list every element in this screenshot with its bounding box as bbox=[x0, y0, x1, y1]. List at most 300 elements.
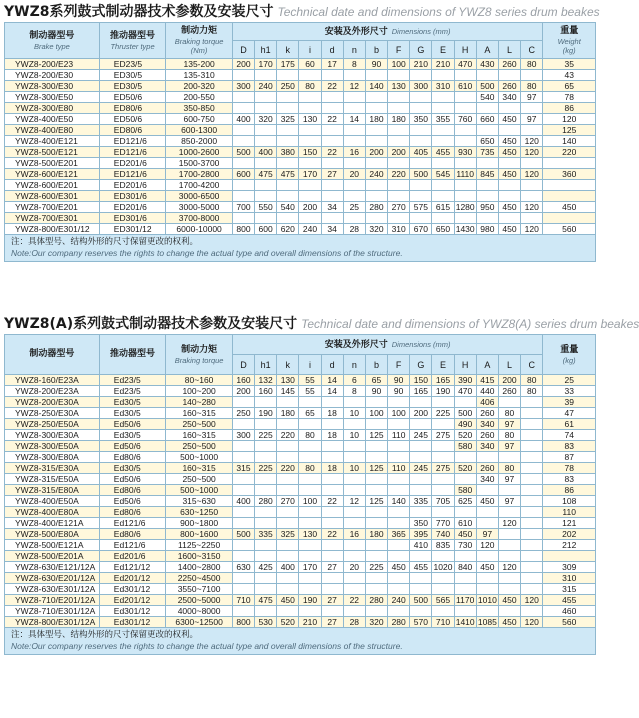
dimension-cell: 10 bbox=[343, 463, 365, 474]
braking-torque-cell: 80~160 bbox=[166, 375, 233, 386]
dimension-cell: 220 bbox=[277, 430, 299, 441]
dimension-cell bbox=[299, 474, 321, 485]
dimension-cell: 220 bbox=[388, 169, 410, 180]
braking-torque-cell: 100~200 bbox=[166, 386, 233, 397]
dimension-cell bbox=[498, 551, 520, 562]
dimension-cell bbox=[365, 606, 387, 617]
dimension-cell bbox=[454, 606, 476, 617]
dimension-cell bbox=[454, 474, 476, 485]
dimension-cell: 170 bbox=[299, 562, 321, 573]
dimension-cell bbox=[521, 551, 543, 562]
dimension-cell: 27 bbox=[321, 562, 343, 573]
dimension-cell: 500 bbox=[410, 169, 432, 180]
dimension-cell bbox=[498, 103, 520, 114]
dimension-cell bbox=[255, 518, 277, 529]
brake-type-cell: YWZ8-800/E301/12A bbox=[5, 617, 100, 628]
thruster-type-header: 推动器型号 Thruster type bbox=[99, 23, 166, 59]
dimension-cell: 570 bbox=[410, 617, 432, 628]
dimension-cell bbox=[365, 452, 387, 463]
dimension-cell: 520 bbox=[454, 430, 476, 441]
braking-torque-cell: 900~1800 bbox=[166, 518, 233, 529]
table-row bbox=[5, 518, 596, 529]
dimension-cell bbox=[410, 606, 432, 617]
dimension-cell: 34 bbox=[321, 202, 343, 213]
dimension-cell: 1430 bbox=[455, 224, 475, 234]
braking-torque-cell: 135-200 bbox=[166, 59, 233, 70]
dimension-cell: 34 bbox=[321, 224, 343, 235]
dimension-cell bbox=[255, 606, 277, 617]
dimension-cell bbox=[365, 92, 387, 103]
dimension-cell bbox=[232, 70, 254, 81]
dimension-cell: 355 bbox=[432, 114, 454, 125]
dim-col-header: E bbox=[432, 41, 454, 59]
dimension-cell: 800 bbox=[232, 224, 254, 235]
thruster-type-cell: ED301/6 bbox=[99, 213, 166, 224]
dimension-cell bbox=[432, 485, 454, 496]
dimension-cell: 80 bbox=[498, 430, 520, 441]
table-row bbox=[5, 408, 596, 419]
dimension-cell bbox=[388, 474, 410, 485]
dimension-cell bbox=[521, 408, 543, 419]
dimension-cell: 580 bbox=[454, 441, 476, 452]
dimension-cell: 450 bbox=[498, 114, 520, 125]
table-row bbox=[5, 191, 596, 202]
dimension-cell bbox=[232, 452, 254, 463]
dimension-cell: 450 bbox=[454, 529, 476, 540]
dimension-cell: 400 bbox=[255, 147, 277, 158]
dimension-cell bbox=[432, 441, 454, 452]
dimension-cell bbox=[232, 551, 254, 562]
dimension-cell: 240 bbox=[365, 169, 387, 180]
brake-type-cell: YWZ8-710/E201/12A bbox=[5, 595, 100, 606]
dimension-cell bbox=[255, 419, 277, 430]
dimension-cell: 22 bbox=[321, 114, 343, 125]
dimension-cell bbox=[365, 419, 387, 430]
ywz8-title-en: Technical date and dimensions of YWZ8 series drum beakes bbox=[277, 5, 600, 19]
dimension-cell: 450 bbox=[498, 224, 520, 235]
ywz8a-note-en: Note:Our company reserves the rights to change the actual type and overall dimensions of the structure. bbox=[11, 641, 403, 651]
brake-type-cell: YWZ8-500/E121 bbox=[5, 147, 100, 158]
dimension-cell: 600 bbox=[232, 169, 254, 180]
dimension-cell: 27 bbox=[321, 617, 343, 628]
dimension-cell: 325 bbox=[277, 114, 299, 125]
dimension-cell bbox=[365, 158, 387, 169]
thruster-type-cell: Ed80/6 bbox=[99, 452, 166, 463]
thruster-type-cell: Ed50/6 bbox=[99, 419, 166, 430]
dim-col-header: H bbox=[454, 41, 476, 59]
braking-torque-cell: 350-850 bbox=[166, 103, 233, 114]
dimension-cell bbox=[476, 158, 498, 169]
dimension-cell: 1170 bbox=[456, 595, 475, 605]
dimension-cell: 250 bbox=[232, 408, 254, 419]
dimension-cell bbox=[343, 452, 365, 463]
dimension-cell: 845 bbox=[476, 169, 498, 180]
dimension-cell bbox=[232, 419, 254, 430]
dimension-cell: 840 bbox=[454, 562, 476, 573]
dimension-cell bbox=[343, 441, 365, 452]
table-row bbox=[5, 595, 596, 606]
dimension-cell bbox=[321, 584, 343, 595]
dim-col-header: D bbox=[232, 355, 254, 375]
dimension-cell: 660 bbox=[476, 114, 498, 125]
dimension-cell bbox=[454, 92, 476, 103]
dimension-cell bbox=[521, 419, 543, 430]
dimension-cell: 650 bbox=[476, 136, 498, 147]
dimension-cell: 260 bbox=[476, 463, 498, 474]
weight-cell: 35 bbox=[543, 59, 596, 70]
dimension-cell: 450 bbox=[476, 562, 498, 573]
thruster-type-cell: Ed30/5 bbox=[99, 408, 166, 419]
weight-cell: 110 bbox=[543, 507, 596, 518]
dimension-cell bbox=[365, 474, 387, 485]
dim-col-header: i bbox=[299, 41, 321, 59]
dimension-cell bbox=[232, 474, 254, 485]
dimension-cell bbox=[232, 213, 254, 224]
dimension-cell bbox=[521, 213, 543, 224]
thruster-type-cell: Ed121/6 bbox=[99, 540, 166, 551]
weight-cell: 39 bbox=[543, 397, 596, 408]
dimension-cell: 130 bbox=[299, 529, 321, 540]
dimension-cell bbox=[521, 540, 543, 551]
dimension-cell bbox=[299, 158, 321, 169]
dimension-cell: 600 bbox=[255, 224, 277, 235]
dimension-cell: 425 bbox=[255, 562, 277, 573]
dimension-cell: 125 bbox=[365, 430, 387, 441]
dimension-cell bbox=[388, 180, 410, 191]
dimension-cell: 200 bbox=[232, 59, 254, 70]
brake-type-cell: YWZ8-300/E30 bbox=[5, 81, 100, 92]
dimension-cell: 80 bbox=[299, 81, 321, 92]
brake-type-cell: YWZ8-400/E121 bbox=[5, 136, 100, 147]
brake-type-cell: YWZ8-315/E30A bbox=[5, 463, 100, 474]
table-row bbox=[5, 125, 596, 136]
dimension-cell bbox=[299, 441, 321, 452]
brake-type-cell: YWZ8-300/E80 bbox=[5, 103, 100, 114]
dimension-cell: 400 bbox=[277, 562, 299, 573]
dimension-cell bbox=[299, 606, 321, 617]
dimension-cell bbox=[299, 191, 321, 202]
weight-cell: 86 bbox=[543, 485, 596, 496]
weight-cell bbox=[543, 180, 596, 191]
braking-torque-cell: 2250~4500 bbox=[166, 573, 233, 584]
dimension-cell: 250 bbox=[277, 81, 299, 92]
dimension-cell bbox=[432, 573, 454, 584]
dimension-cell: 22 bbox=[321, 529, 343, 540]
dimension-cell: 225 bbox=[255, 430, 277, 441]
dimension-cell: 200 bbox=[498, 375, 520, 386]
dimension-cell bbox=[321, 92, 343, 103]
dimension-cell bbox=[299, 551, 321, 562]
dimension-cell: 730 bbox=[454, 540, 476, 551]
dimension-cell: 310 bbox=[432, 81, 454, 92]
weight-cell bbox=[543, 213, 596, 224]
dimension-cell bbox=[343, 191, 365, 202]
dimension-cell: 450 bbox=[476, 496, 498, 507]
dimension-cell bbox=[365, 485, 387, 496]
table-row bbox=[5, 70, 596, 81]
dimension-cell bbox=[232, 158, 254, 169]
dim-col-header: G bbox=[410, 41, 432, 59]
brake-type-cell: YWZ8-200/E23 bbox=[5, 59, 100, 70]
table-row bbox=[5, 224, 596, 235]
dimension-cell: 190 bbox=[255, 408, 277, 419]
table-row bbox=[5, 92, 596, 103]
dimension-cell: 80 bbox=[299, 430, 321, 441]
dimension-cell bbox=[299, 485, 321, 496]
dimension-cell: 100 bbox=[299, 496, 321, 507]
dimension-cell bbox=[299, 397, 321, 408]
dimension-cell bbox=[410, 397, 432, 408]
weight-cell: 87 bbox=[543, 452, 596, 463]
dimension-cell bbox=[454, 125, 476, 136]
dimension-cell bbox=[498, 213, 520, 224]
dimension-cell: 97 bbox=[476, 529, 498, 540]
dimension-cell: 530 bbox=[255, 617, 277, 628]
dimension-cell bbox=[232, 485, 254, 496]
dimension-cell bbox=[277, 419, 299, 430]
dim-col-header: A bbox=[476, 41, 498, 59]
dimension-cell: 80 bbox=[498, 408, 520, 419]
dim-col-header: C bbox=[521, 41, 543, 59]
dim-col-header: F bbox=[388, 41, 410, 59]
dimension-cell: 130 bbox=[299, 114, 321, 125]
weight-cell: 61 bbox=[543, 419, 596, 430]
dimension-cell: 300 bbox=[232, 81, 254, 92]
dimension-cell bbox=[232, 180, 254, 191]
dimension-cell bbox=[454, 573, 476, 584]
dimensions-header: 安装及外形尺寸 Dimensions (mm) bbox=[232, 335, 543, 355]
dimension-cell: 22 bbox=[321, 496, 343, 507]
dimension-cell: 500 bbox=[232, 529, 254, 540]
thruster-type-cell: ED50/6 bbox=[99, 114, 166, 125]
ywz8-section bbox=[4, 2, 600, 262]
ywz8-spec-table bbox=[4, 22, 596, 235]
dimension-cell: 500 bbox=[232, 147, 254, 158]
weight-cell: 25 bbox=[543, 375, 596, 386]
dimension-cell: 280 bbox=[255, 496, 277, 507]
brake-type-cell: YWZ8-200/E23A bbox=[5, 386, 100, 397]
dimension-cell bbox=[299, 92, 321, 103]
thruster-type-cell: Ed121/12 bbox=[99, 562, 166, 573]
braking-torque-cell: 135-310 bbox=[166, 70, 233, 81]
dimension-cell: 315 bbox=[232, 463, 254, 474]
dimension-cell: 100 bbox=[365, 408, 387, 419]
dimension-cell: 280 bbox=[365, 202, 387, 213]
weight-cell: 460 bbox=[543, 606, 596, 617]
dimension-cell: 97 bbox=[498, 441, 520, 452]
dimension-cell bbox=[476, 573, 498, 584]
dimension-cell: 270 bbox=[277, 496, 299, 507]
dimension-cell bbox=[343, 507, 365, 518]
ywz8a-title-cn: YWZ8(A)系列鼓式制动器技术参数及安装尺寸 bbox=[4, 316, 298, 332]
brake-type-cell: YWZ8-315/E80A bbox=[5, 485, 100, 496]
dimension-cell bbox=[232, 191, 254, 202]
dimension-cell: 520 bbox=[454, 463, 476, 474]
dimension-cell: 340 bbox=[476, 419, 498, 430]
dimension-cell bbox=[410, 485, 432, 496]
braking-torque-cell: 2500~5000 bbox=[166, 595, 233, 606]
dimension-cell: 380 bbox=[277, 147, 299, 158]
table-row bbox=[5, 573, 596, 584]
table-row bbox=[5, 114, 596, 125]
dimension-cell: 28 bbox=[343, 617, 365, 628]
dimension-cell: 835 bbox=[432, 540, 454, 551]
dimension-cell: 410 bbox=[410, 540, 432, 551]
dimension-cell: 320 bbox=[365, 224, 387, 235]
dimension-cell: 650 bbox=[432, 224, 454, 235]
dimension-cell: 190 bbox=[432, 386, 454, 397]
braking-torque-cell: 315~630 bbox=[166, 496, 233, 507]
braking-torque-cell: 1700-4200 bbox=[166, 180, 233, 191]
braking-torque-cell: 630~1250 bbox=[166, 507, 233, 518]
dimension-cell: 610 bbox=[454, 81, 476, 92]
dimension-cell: 580 bbox=[454, 485, 476, 496]
dimension-cell bbox=[277, 540, 299, 551]
dimension-cell bbox=[365, 540, 387, 551]
braking-torque-cell: 3550~7100 bbox=[166, 584, 233, 595]
dimension-cell: 97 bbox=[498, 496, 520, 507]
dimension-cell bbox=[388, 452, 410, 463]
table-row bbox=[5, 147, 596, 158]
ywz8a-section bbox=[4, 314, 639, 655]
dimension-cell: 150 bbox=[299, 147, 321, 158]
dimension-cell bbox=[521, 485, 543, 496]
dimension-cell bbox=[299, 125, 321, 136]
dimension-cell bbox=[476, 551, 498, 562]
dimension-cell bbox=[521, 70, 543, 81]
dimension-cell: 22 bbox=[343, 595, 365, 606]
dimension-cell bbox=[321, 573, 343, 584]
braking-torque-cell: 3000-5000 bbox=[166, 202, 233, 213]
dimension-cell bbox=[232, 507, 254, 518]
dimension-cell: 120 bbox=[521, 169, 543, 180]
dimension-cell: 120 bbox=[521, 202, 543, 213]
brake-type-cell: YWZ8-400/E121A bbox=[5, 518, 100, 529]
dimension-cell bbox=[277, 485, 299, 496]
braking-torque-cell: 1700-2800 bbox=[166, 169, 233, 180]
dimension-cell bbox=[343, 573, 365, 584]
braking-torque-cell: 6300~12500 bbox=[166, 617, 233, 628]
brake-type-cell: YWZ8-300/E80A bbox=[5, 452, 100, 463]
dimension-cell bbox=[410, 452, 432, 463]
dimension-cell bbox=[432, 70, 454, 81]
table-row bbox=[5, 540, 596, 551]
dimension-cell bbox=[521, 463, 543, 474]
dimension-cell: 110 bbox=[388, 463, 410, 474]
weight-cell: 315 bbox=[543, 584, 596, 595]
dim-col-header: n bbox=[343, 355, 365, 375]
dimension-cell: 740 bbox=[432, 529, 454, 540]
dimension-cell: 475 bbox=[255, 169, 277, 180]
dimension-cell: 260 bbox=[476, 430, 498, 441]
dimension-cell bbox=[321, 70, 343, 81]
dimension-cell bbox=[277, 397, 299, 408]
dimension-cell: 565 bbox=[432, 595, 454, 606]
table-row bbox=[5, 584, 596, 595]
dimension-cell: 260 bbox=[498, 81, 520, 92]
dimension-cell: 97 bbox=[498, 474, 520, 485]
dimension-cell bbox=[521, 562, 543, 573]
dimension-cell bbox=[277, 441, 299, 452]
dimension-cell bbox=[410, 92, 432, 103]
weight-cell bbox=[543, 158, 596, 169]
braking-torque-cell: 160~315 bbox=[166, 408, 233, 419]
dimension-cell: 175 bbox=[277, 59, 299, 70]
dimension-cell bbox=[255, 180, 277, 191]
dim-col-header: F bbox=[388, 355, 410, 375]
dimension-cell bbox=[365, 125, 387, 136]
dimension-cell: 500 bbox=[476, 81, 498, 92]
braking-torque-cell: 140~280 bbox=[166, 397, 233, 408]
dimension-cell: 190 bbox=[299, 595, 321, 606]
dimension-cell bbox=[343, 419, 365, 430]
table-row bbox=[5, 441, 596, 452]
dimension-cell bbox=[521, 430, 543, 441]
dimension-cell: 27 bbox=[321, 595, 343, 606]
dimension-cell: 550 bbox=[255, 202, 277, 213]
table-row bbox=[5, 158, 596, 169]
dimension-cell: 120 bbox=[521, 147, 543, 158]
dimension-cell: 770 bbox=[432, 518, 454, 529]
brake-type-cell: YWZ8-300/E50 bbox=[5, 92, 100, 103]
ywz8a-note bbox=[4, 628, 596, 655]
dimension-cell bbox=[498, 573, 520, 584]
dimension-cell bbox=[343, 540, 365, 551]
dimension-cell: 575 bbox=[410, 202, 432, 213]
dimension-cell bbox=[255, 485, 277, 496]
ywz8a-spec-table bbox=[4, 334, 596, 628]
dimension-cell: 110 bbox=[388, 430, 410, 441]
dimension-cell: 130 bbox=[277, 375, 299, 386]
dimension-cell: 450 bbox=[498, 169, 520, 180]
weight-cell: 65 bbox=[543, 81, 596, 92]
dimension-cell bbox=[365, 397, 387, 408]
dimension-cell bbox=[476, 452, 498, 463]
braking-torque-cell: 250~500 bbox=[166, 441, 233, 452]
dimensions-header: 安装及外形尺寸 Dimensions (mm) bbox=[232, 23, 543, 41]
dimension-cell bbox=[432, 213, 454, 224]
table-row bbox=[5, 452, 596, 463]
dimension-cell bbox=[343, 158, 365, 169]
dimension-cell bbox=[255, 551, 277, 562]
table-row bbox=[5, 103, 596, 114]
dimension-cell bbox=[321, 158, 343, 169]
dimension-cell: 200 bbox=[388, 147, 410, 158]
weight-header: 重量 (kg) bbox=[543, 335, 596, 375]
dimension-cell bbox=[299, 419, 321, 430]
dimension-cell bbox=[521, 180, 543, 191]
dimension-cell bbox=[365, 103, 387, 114]
table-row bbox=[5, 496, 596, 507]
dimension-cell: 610 bbox=[454, 518, 476, 529]
dimension-cell: 200 bbox=[410, 408, 432, 419]
dimension-cell: 14 bbox=[343, 114, 365, 125]
dimension-cell bbox=[365, 518, 387, 529]
dimension-cell: 320 bbox=[365, 617, 387, 628]
dim-col-header: L bbox=[498, 41, 520, 59]
dimension-cell: 400 bbox=[232, 496, 254, 507]
dimension-cell bbox=[365, 136, 387, 147]
dimension-cell bbox=[321, 419, 343, 430]
dim-col-header: h1 bbox=[255, 41, 277, 59]
dimension-cell: 90 bbox=[365, 59, 387, 70]
thruster-type-cell: ED80/6 bbox=[99, 125, 166, 136]
dimension-cell: 700 bbox=[232, 202, 254, 213]
table-row bbox=[5, 529, 596, 540]
dimension-cell bbox=[476, 70, 498, 81]
weight-cell: 450 bbox=[543, 202, 596, 213]
dimension-cell bbox=[498, 452, 520, 463]
